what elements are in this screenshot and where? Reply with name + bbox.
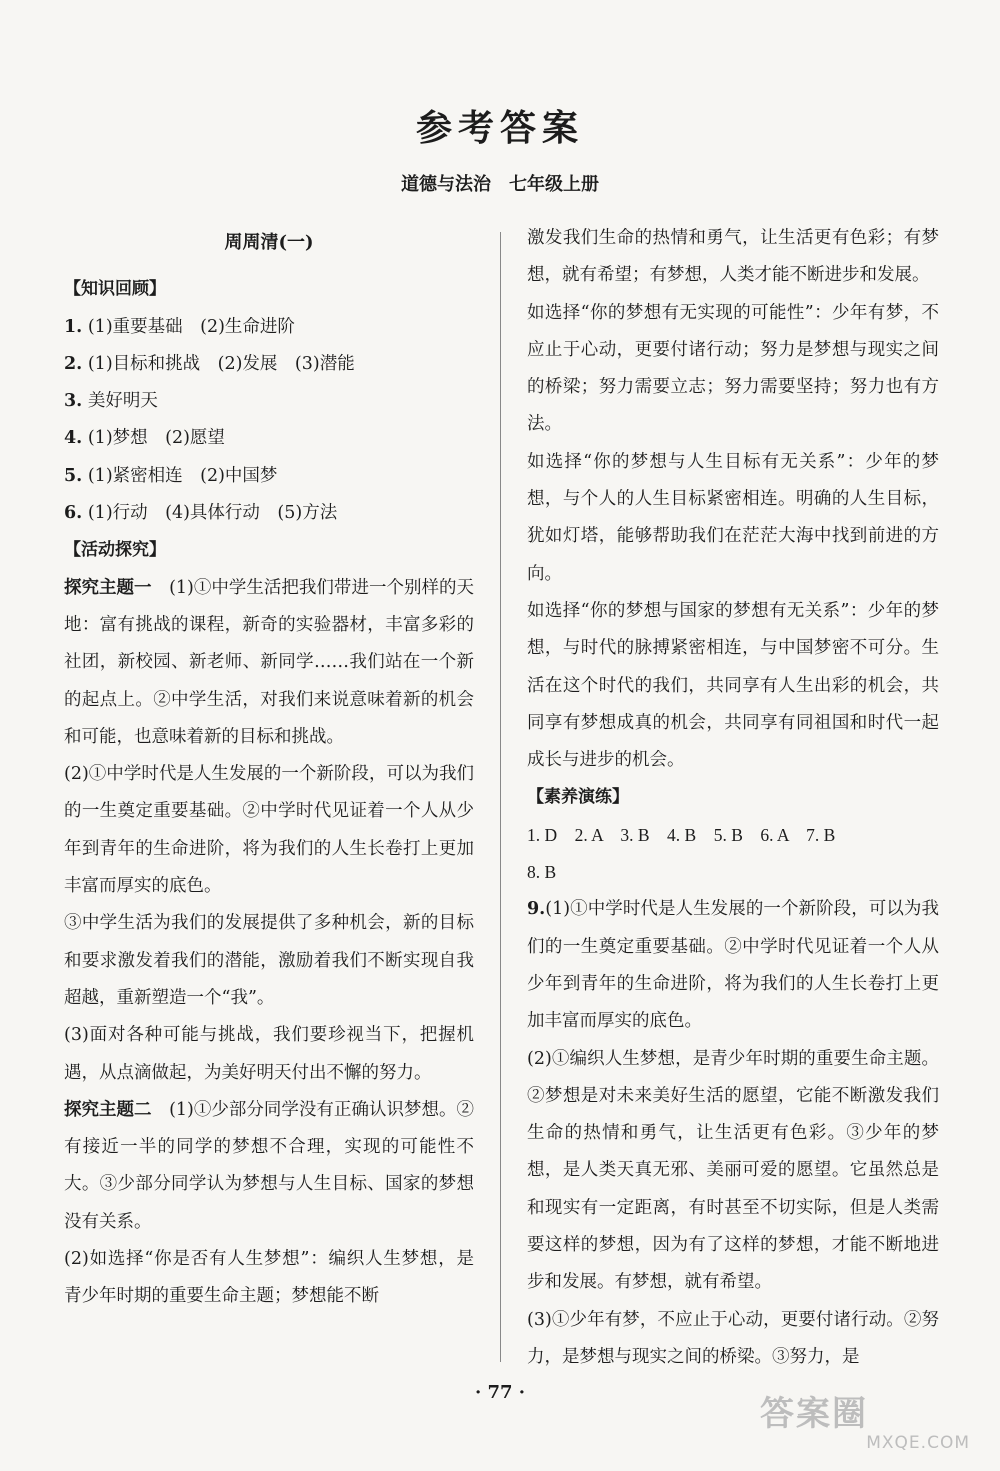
watermark-logo xyxy=(760,1395,970,1457)
knowledge-item xyxy=(64,420,474,457)
practice-header: 【素养演练】 xyxy=(527,787,629,808)
q9-paragraph-1 xyxy=(527,891,939,1040)
topic1-text: (1)①中学生活把我们带进一个别样的天地：富有挑战的课程，新奇的实验器材，丰富多彩的社团，新校园、新老师、新同学……我们站在一个新的起点上。②中学生活，对我们来说意味着新的机会和可能，也意味着新的目标和挑战。 xyxy=(64,577,474,747)
item-text: (1)紧密相连 (2)中国梦 xyxy=(87,465,278,486)
q9-number: 9. xyxy=(527,899,546,920)
topic1-paragraph-2: (2)①中学时代是人生发展的一个新阶段，可以为我们的一生奠定重要基础。②中学时代见证着一个人从少年到青年的生命进阶，将为我们的人生长卷打上更加丰富而厚实的底色。 xyxy=(64,764,474,897)
page-title: 参考答案 xyxy=(415,107,584,149)
page-subtitle: 道德与法治 七年级上册 xyxy=(401,174,599,195)
right-paragraph-4: 如选择“你的梦想与国家的梦想有无关系”：少年的梦想，与时代的脉搏紧密相连，与中国梦密不可分。生活在这个时代的我们，共同享有人生出彩的机会，共同享有梦想成真的机会，共同享有同祖国和时代一起成长与进步的机会。 xyxy=(527,600,939,771)
topic2-paragraph xyxy=(64,1092,474,1241)
knowledge-item xyxy=(64,309,474,346)
right-paragraph-1: 激发我们生命的热情和勇气，让生活更有色彩；有梦想，就有希望；有梦想，人类才能不断进步和发展。 xyxy=(527,228,939,286)
item-text: (1)重要基础 (2)生命进阶 xyxy=(87,316,295,337)
topic1-paragraph-3: ③中学生活为我们的发展提供了多种机会，新的目标和要求激发着我们的潜能，激励着我们不断实现自我超越，重新塑造一个“我”。 xyxy=(64,913,474,1008)
item-text: (1)目标和挑战 (2)发展 (3)潜能 xyxy=(87,353,355,374)
left-column xyxy=(64,220,474,1316)
topic1-label: 探究主题一 xyxy=(64,577,152,598)
watermark-url: MXQE.COM xyxy=(866,1433,970,1453)
knowledge-item xyxy=(64,495,474,532)
q9-paragraph-2: (2)①编织人生梦想，是青少年时期的重要生命主题。②梦想是对未来美好生活的愿望，它能不断激发我们生命的热情和勇气，让生活更有色彩。③少年的梦想，是人类天真无邪、美丽可爱的愿望。它虽然总是和现实有一定距离，有时甚至不切实际，但是人类需要这样的梦想，因为有了这样的梦想，才能不断地进步和发展。有梦想，就有希望。 xyxy=(527,1048,939,1293)
item-number: 2. xyxy=(64,353,83,374)
topic1-paragraph-4: (3)面对各种可能与挑战，我们要珍视当下，把握机遇，从点滴做起，为美好明天付出不懈的努力。 xyxy=(64,1025,474,1083)
item-number: 5. xyxy=(64,465,83,486)
column-divider xyxy=(500,232,501,1362)
item-text: (1)行动 (4)具体行动 (5)方法 xyxy=(87,503,338,524)
item-text: (1)梦想 (2)愿望 xyxy=(87,428,225,449)
item-number: 6. xyxy=(64,503,83,524)
item-number: 1. xyxy=(64,316,83,337)
right-column xyxy=(527,220,939,1376)
knowledge-item xyxy=(64,346,474,383)
item-text: 美好明天 xyxy=(87,391,158,412)
knowledge-item xyxy=(64,383,474,420)
topic2-paragraph-2: (2)如选择“你是否有人生梦想”：编织人生梦想，是青少年时期的重要生命主题；梦想能不断 xyxy=(64,1249,474,1307)
q9-text: (1)①中学时代是人生发展的一个新阶段，可以为我们的一生奠定重要基础。②中学时代见证着一个人从少年到青年的生命进阶，将为我们的人生长卷打上更加丰富而厚实的底色。 xyxy=(527,899,939,1032)
knowledge-review-header: 【知识回顾】 xyxy=(64,279,166,300)
right-paragraph-2: 如选择“你的梦想有无实现的可能性”：少年有梦，不应止于心动，更要付诸行动；努力是梦想与现实之间的桥梁；努力需要立志；努力需要坚持；努力也有方法。 xyxy=(527,302,939,435)
topic2-label: 探究主题二 xyxy=(64,1099,152,1120)
q9-paragraph-3: (3)①少年有梦，不应止于心动，更要付诸行动。②努力，是梦想与现实之间的桥梁。③努力，是 xyxy=(527,1309,939,1367)
topic2-text: (1)①少部分同学没有正确认识梦想。②有接近一半的同学的梦想不合理，实现的可能性不大。③少部分同学认为梦想与人生目标、国家的梦想没有关系。 xyxy=(64,1099,474,1232)
knowledge-item xyxy=(64,458,474,495)
watermark-text: 答案圈 xyxy=(760,1394,868,1434)
item-number: 3. xyxy=(64,391,83,412)
page-number: · 77 · xyxy=(474,1382,526,1403)
item-number: 4. xyxy=(64,428,83,449)
section-title: 周周清(一) xyxy=(224,232,314,253)
right-paragraph-3: 如选择“你的梦想与人生目标有无关系”：少年的梦想，与个人的人生目标紧密相连。明确的人生目标，犹如灯塔，能够帮助我们在茫茫大海中找到前进的方向。 xyxy=(527,451,939,584)
answers-line-2: 8. B xyxy=(527,862,557,883)
activity-header: 【活动探究】 xyxy=(64,540,166,561)
topic1-paragraph xyxy=(64,570,474,756)
answers-line-1: 1. D 2. A 3. B 4. B 5. B 6. A 7. B xyxy=(527,824,836,845)
